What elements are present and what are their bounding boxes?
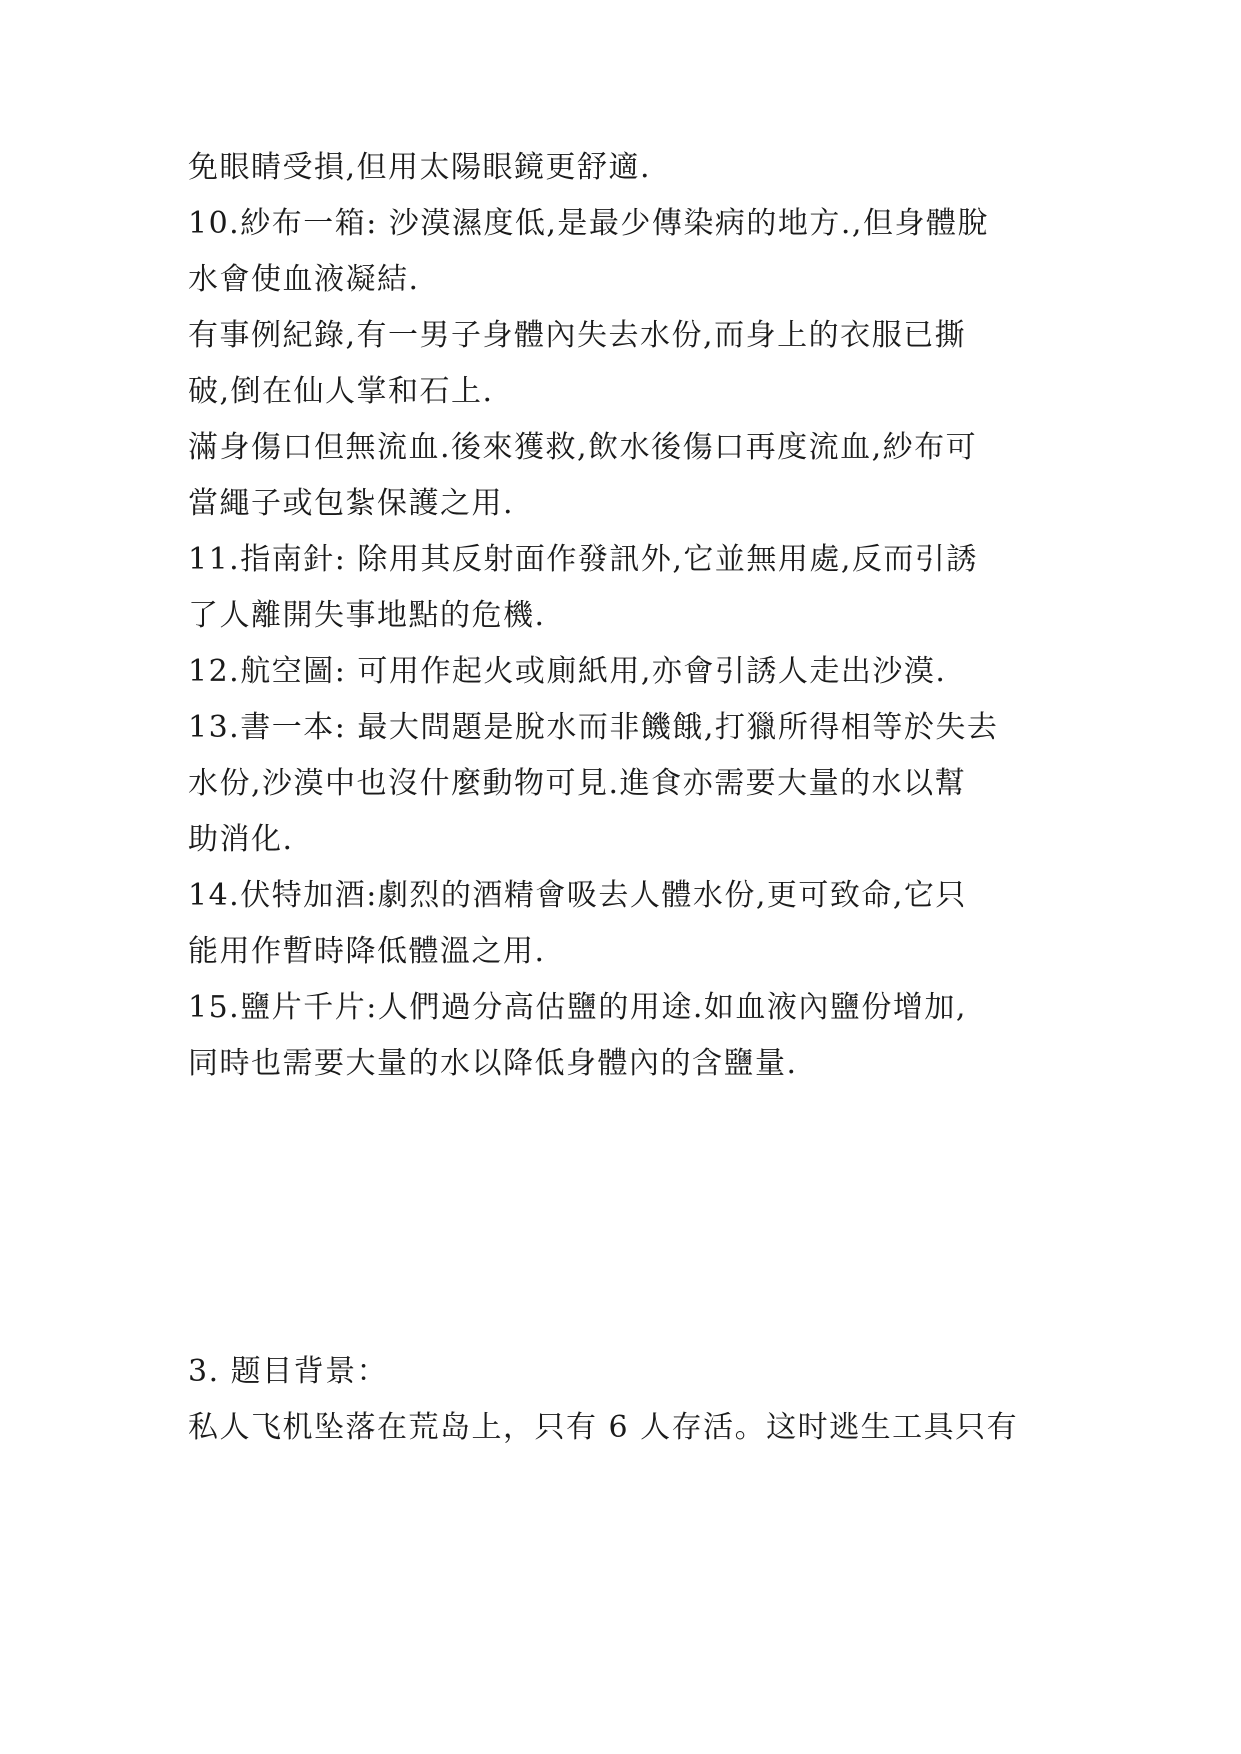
text-line: 15.鹽片千片:人們過分高估鹽的用途.如血液內鹽份增加,: [188, 990, 967, 1025]
text-line: 11.指南針: 除用其反射面作發訊外,它並無用處,反而引誘: [188, 542, 978, 577]
text-line: 10.紗布一箱: 沙漠濕度低,是最少傳染病的地方.,但身體脫: [188, 206, 989, 241]
text-line: 私人飞机坠落在荒岛上，只有 6 人存活。这时逃生工具只有: [188, 1410, 1019, 1445]
text-line: 同時也需要大量的水以降低身體內的含鹽量.: [188, 1046, 798, 1081]
text-line: 了人離開失事地點的危機.: [188, 598, 546, 633]
text-line: 有事例紀錄,有一男子身體內失去水份,而身上的衣服已撕: [188, 318, 967, 353]
text-line: 水會使血液凝結.: [188, 262, 420, 297]
text-line: 14.伏特加酒:劇烈的酒精會吸去人體水份,更可致命,它只: [188, 878, 967, 913]
text-line: 免眼睛受損,但用太陽眼鏡更舒適.: [188, 150, 652, 185]
text-line: 13.書一本: 最大問題是脫水而非饑餓,打獵所得相等於失去: [188, 710, 999, 745]
text-line: 能用作暫時降低體溫之用.: [188, 934, 546, 969]
text-line: 12.航空圖: 可用作起火或廁紙用,亦會引誘人走出沙漠.: [188, 654, 947, 689]
text-line: 水份,沙漠中也沒什麼動物可見.進食亦需要大量的水以幫: [188, 766, 967, 801]
section-heading: 3. 题目背景：: [188, 1354, 389, 1389]
text-line: 滿身傷口但無流血.後來獲救,飲水後傷口再度流血,紗布可: [188, 430, 978, 465]
text-line: 當繩子或包紮保護之用.: [188, 486, 515, 521]
text-line: 破,倒在仙人掌和石上.: [188, 374, 494, 409]
text-line: 助消化.: [188, 822, 294, 857]
